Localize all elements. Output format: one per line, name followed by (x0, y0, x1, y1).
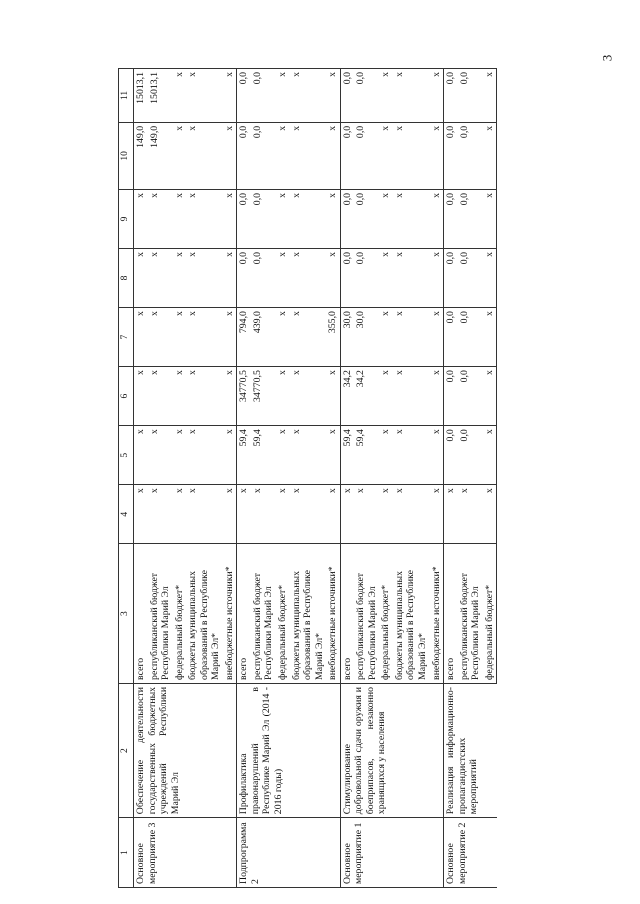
value-cell: 0,0 (444, 367, 458, 426)
table-row (237, 69, 251, 888)
value-cell: х (379, 485, 393, 544)
value-cell: х (148, 426, 173, 485)
value-cell: х (186, 122, 223, 189)
value-cell: х (186, 69, 223, 123)
value-cell: 0,0 (458, 308, 483, 367)
value-cell: х (223, 485, 237, 544)
table-body (134, 69, 497, 888)
value-cell: 30,0 (340, 308, 354, 367)
value-cell: х (223, 426, 237, 485)
value-cell: 0,0 (340, 69, 354, 123)
value-cell: х (430, 249, 444, 308)
value-cell: х (430, 485, 444, 544)
value-cell: х (223, 308, 237, 367)
value-cell: 0,0 (444, 69, 458, 123)
value-cell: х (326, 69, 340, 123)
table-header-row (119, 69, 134, 888)
value-cell: х (379, 69, 393, 123)
value-cell: х (237, 485, 251, 544)
value-cell: х (483, 69, 497, 123)
value-cell: х (430, 189, 444, 248)
funding-source-cell: республиканский бюджет Республики Марий Эл (458, 544, 483, 684)
value-cell: 0,0 (237, 189, 251, 248)
value-cell: х (290, 367, 327, 426)
value-cell: 59,4 (340, 426, 354, 485)
value-cell: х (251, 485, 276, 544)
value-cell: х (186, 426, 223, 485)
value-cell: х (148, 308, 173, 367)
value-cell: х (186, 485, 223, 544)
value-cell: 0,0 (354, 69, 379, 123)
value-cell: х (148, 485, 173, 544)
value-cell: х (444, 485, 458, 544)
value-cell: 794,0 (237, 308, 251, 367)
value-cell: х (379, 189, 393, 248)
value-cell: х (276, 367, 290, 426)
header-cell: 8 (119, 249, 134, 308)
value-cell: х (223, 122, 237, 189)
value-cell: х (430, 426, 444, 485)
value-cell: 0,0 (458, 367, 483, 426)
header-cell: 9 (119, 189, 134, 248)
header-cell: 6 (119, 367, 134, 426)
value-cell: х (326, 122, 340, 189)
value-cell: х (393, 189, 430, 248)
funding-source-cell: федеральный бюджет* (483, 544, 497, 684)
row-title-cell: Реализация информационно-пропагандистских мероприятий (444, 683, 497, 817)
value-cell: х (173, 249, 187, 308)
page-number: 3 (599, 54, 615, 62)
value-cell: 0,0 (444, 122, 458, 189)
value-cell: 0,0 (444, 426, 458, 485)
funding-source-cell: федеральный бюджет* (173, 544, 187, 684)
funding-source-cell: федеральный бюджет* (276, 544, 290, 684)
value-cell: 149,0 (134, 122, 148, 189)
value-cell: 59,4 (251, 426, 276, 485)
value-cell: 0,0 (458, 249, 483, 308)
value-cell: х (393, 308, 430, 367)
row-code-cell: Основное мероприятие 3 (134, 818, 237, 888)
value-cell: х (326, 367, 340, 426)
value-cell: х (393, 122, 430, 189)
value-cell: х (173, 426, 187, 485)
funding-source-cell: внебюджетные источники* (326, 544, 340, 684)
value-cell: х (393, 367, 430, 426)
value-cell: х (326, 426, 340, 485)
value-cell: х (223, 69, 237, 123)
value-cell: 30,0 (354, 308, 379, 367)
value-cell: х (276, 189, 290, 248)
value-cell: х (393, 69, 430, 123)
value-cell: х (276, 249, 290, 308)
header-cell: 3 (119, 544, 134, 684)
value-cell: х (276, 308, 290, 367)
funding-source-cell: бюджеты муниципальных образований в Республике Марий Эл* (393, 544, 430, 684)
value-cell: х (290, 426, 327, 485)
value-cell: х (379, 367, 393, 426)
row-code-cell: Основное мероприятие 2 (444, 818, 497, 888)
value-cell: х (483, 367, 497, 426)
value-cell: х (340, 485, 354, 544)
value-cell: х (290, 189, 327, 248)
value-cell: х (458, 485, 483, 544)
value-cell: 0,0 (354, 122, 379, 189)
value-cell: х (134, 426, 148, 485)
funding-source-cell: всего (237, 544, 251, 684)
value-cell: 0,0 (458, 122, 483, 189)
value-cell: 34,2 (340, 367, 354, 426)
value-cell: х (223, 249, 237, 308)
value-cell: х (173, 122, 187, 189)
value-cell: х (148, 367, 173, 426)
header-cell: 1 (119, 818, 134, 888)
value-cell: х (326, 249, 340, 308)
value-cell: х (379, 249, 393, 308)
value-cell: х (186, 249, 223, 308)
value-cell: х (173, 69, 187, 123)
value-cell: х (326, 189, 340, 248)
funding-source-cell: бюджеты муниципальных образований в Республике Марий Эл* (186, 544, 223, 684)
value-cell: 0,0 (458, 426, 483, 485)
value-cell: 149,0 (148, 122, 173, 189)
value-cell: х (290, 308, 327, 367)
value-cell: х (430, 69, 444, 123)
value-cell: 355,0 (326, 308, 340, 367)
value-cell: х (379, 426, 393, 485)
value-cell: 59,4 (354, 426, 379, 485)
header-cell: 7 (119, 308, 134, 367)
header-cell: 4 (119, 485, 134, 544)
value-cell: 15013,1 (148, 69, 173, 123)
value-cell: 0,0 (354, 189, 379, 248)
value-cell: х (186, 189, 223, 248)
value-cell: х (483, 308, 497, 367)
value-cell: 0,0 (444, 189, 458, 248)
funding-source-cell: всего (340, 544, 354, 684)
value-cell: 0,0 (237, 249, 251, 308)
value-cell: 439,0 (251, 308, 276, 367)
value-cell: х (379, 308, 393, 367)
value-cell: 0,0 (251, 249, 276, 308)
value-cell: х (148, 189, 173, 248)
header-cell: 5 (119, 426, 134, 485)
value-cell: х (290, 122, 327, 189)
value-cell: 0,0 (237, 122, 251, 189)
header-cell: 10 (119, 122, 134, 189)
funding-source-cell: республиканский бюджет Республики Марий Эл (354, 544, 379, 684)
funding-source-cell: всего (444, 544, 458, 684)
value-cell: х (430, 308, 444, 367)
row-title-cell: Стимулирование добровольной сдачи оружия и боеприпасов, незаконно хранящихся у населения (340, 683, 443, 817)
value-cell: х (148, 249, 173, 308)
row-title-cell: Профилактика правонарушений в Республике Марий Эл (2014 - 2016 годы) (237, 683, 340, 817)
value-cell: х (134, 308, 148, 367)
value-cell: 0,0 (354, 249, 379, 308)
value-cell: 0,0 (340, 189, 354, 248)
value-cell: 0,0 (251, 122, 276, 189)
value-cell: х (134, 189, 148, 248)
value-cell: х (186, 308, 223, 367)
value-cell: х (134, 367, 148, 426)
funding-source-cell: всего (134, 544, 148, 684)
rotated-page-content (118, 68, 638, 888)
table-row (444, 69, 458, 888)
value-cell: х (393, 426, 430, 485)
row-title-cell: Обеспечение деятельности государственных бюджетных учреждений Республики Марий Эл (134, 683, 237, 817)
value-cell: х (290, 485, 327, 544)
value-cell: х (379, 122, 393, 189)
value-cell: х (276, 122, 290, 189)
funding-source-cell: федеральный бюджет* (379, 544, 393, 684)
value-cell: х (186, 367, 223, 426)
value-cell: 59,4 (237, 426, 251, 485)
value-cell: х (223, 367, 237, 426)
value-cell: 0,0 (251, 189, 276, 248)
funding-source-cell: республиканский бюджет Республики Марий Эл (251, 544, 276, 684)
value-cell: х (483, 485, 497, 544)
value-cell: 0,0 (340, 122, 354, 189)
value-cell: 34770,5 (251, 367, 276, 426)
header-cell: 2 (119, 683, 134, 817)
value-cell: 0,0 (340, 249, 354, 308)
value-cell: 15013,1 (134, 69, 148, 123)
value-cell: 0,0 (444, 249, 458, 308)
value-cell: 34770,5 (237, 367, 251, 426)
value-cell: х (430, 367, 444, 426)
value-cell: 0,0 (458, 189, 483, 248)
header-cell: 11 (119, 69, 134, 123)
value-cell: х (134, 485, 148, 544)
value-cell: х (430, 122, 444, 189)
value-cell: х (290, 249, 327, 308)
value-cell: х (483, 426, 497, 485)
value-cell: х (393, 249, 430, 308)
value-cell: х (483, 122, 497, 189)
value-cell: 0,0 (458, 69, 483, 123)
value-cell: 0,0 (251, 69, 276, 123)
budget-table (118, 68, 497, 888)
row-code-cell: Подпрограмма 2 (237, 818, 340, 888)
value-cell: х (173, 189, 187, 248)
value-cell: х (276, 69, 290, 123)
value-cell: х (173, 367, 187, 426)
value-cell: х (483, 189, 497, 248)
funding-source-cell: республиканский бюджет Республики Марий Эл (148, 544, 173, 684)
value-cell: х (223, 189, 237, 248)
value-cell: 34,2 (354, 367, 379, 426)
value-cell: х (134, 249, 148, 308)
value-cell: х (173, 308, 187, 367)
value-cell: х (354, 485, 379, 544)
funding-source-cell: внебюджетные источники* (223, 544, 237, 684)
value-cell: х (326, 485, 340, 544)
value-cell: х (290, 69, 327, 123)
value-cell: х (483, 249, 497, 308)
value-cell: х (276, 485, 290, 544)
funding-source-cell: бюджеты муниципальных образований в Республике Марий Эл* (290, 544, 327, 684)
table-row (134, 69, 148, 888)
row-code-cell: Основное мероприятие 1 (340, 818, 443, 888)
value-cell: х (173, 485, 187, 544)
value-cell: 0,0 (444, 308, 458, 367)
value-cell: х (276, 426, 290, 485)
value-cell: 0,0 (237, 69, 251, 123)
table-row (340, 69, 354, 888)
value-cell: х (393, 485, 430, 544)
funding-source-cell: внебюджетные источники* (430, 544, 444, 684)
